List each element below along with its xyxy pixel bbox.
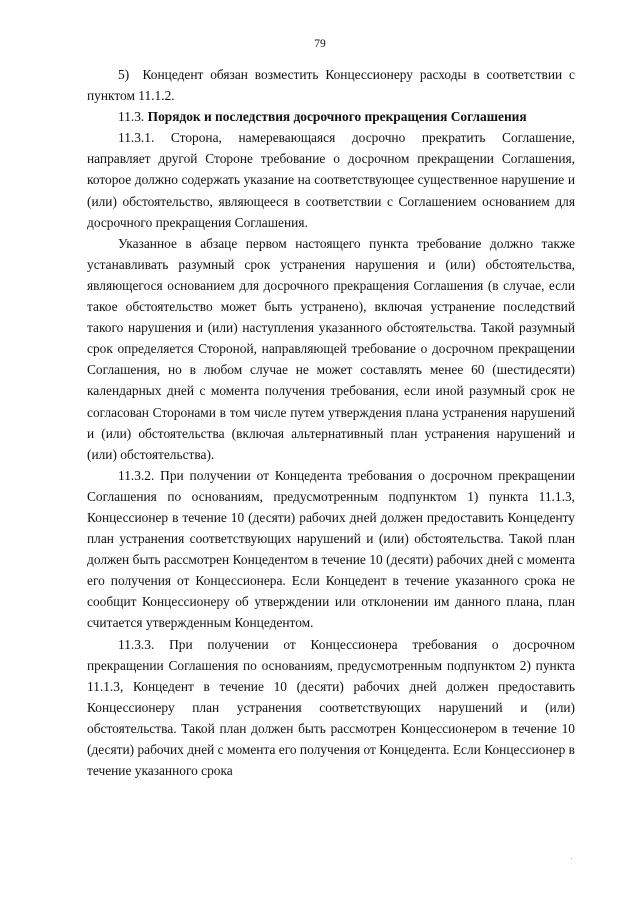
document-body <box>87 64 575 781</box>
paragraph-11-3-2: 11.3.2. При получении от Концедента требования о досрочном прекращении Соглашения по основаниям, предусмотренным подпунктом 1) пункта 11.1.3, Концессионер в течение 10 (десяти) рабочих дней должен предоставить Концеденту план устранения соответствующих нарушений и (или) обстоятельства. Такой план должен быть рассмотрен Концедентом в течение 10 (десяти) рабочих дней с момента его получения от Концессионера. Если Концедент в течение указанного срока не сообщит Концессионеру об утверждении или отклонении им данного плана, план считается утвержденным Концедентом. <box>87 467 575 631</box>
section-heading <box>87 106 575 127</box>
paragraph-11-3-1: 11.3.1. Сторона, намеревающаяся досрочно прекратить Соглашение, направляет другой Стороне требование о досрочном прекращении Соглашения, которое должно содержать указание на соответствующее существенное нарушение и (или) обстоятельство, являющееся в соответствии с Соглашением основанием для досрочного прекращения Соглашения. <box>87 130 575 230</box>
section-number: 11.3. <box>118 109 145 125</box>
paragraph-11-3-3: 11.3.3. При получении от Концессионера требования о досрочном прекращении Соглашения по основаниям, предусмотренным подпунктом 2) пункта 11.1.3, Концедент в течение 10 (десяти) рабочих дней должен предоставить Концессионеру план устранения соответствующих нарушений и (или) обстоятельства. Такой план должен быть рассмотрен Концессионером в течение 10 (десяти) рабочих дней с момента его получения от Концедента. Если Концессионер в течение указанного срока <box>87 636 575 779</box>
paragraph-item-5: 5) Концедент обязан возместить Концессионеру расходы в соответствии с пунктом 11.1.2. <box>87 67 575 104</box>
paragraph-requirement-term: Указанное в абзаце первом настоящего пункта требование должно также устанавливать разумный срок устранения нарушения и (или) обстоятельства, являющегося основанием для досрочного прекращения Соглашения (в случае, если такое обстоятельство может быть устранено), включая устранение последствий такого нарушения и (или) наступления указанного обстоятельства. Такой разумный срок определяется Стороной, направляющей требование о досрочном прекращении Соглашения, но в любом случае не может составлять менее 60 (шестидесяти) календарных дней с момента получения требования, если иной разумный срок не согласован Сторонами в том числе путем утверждения плана устранения нарушений и (или) обстоятельства (включая альтернативный план устранения нарушений и (или) обстоятельства). <box>87 235 575 462</box>
section-title: Порядок и последствия досрочного прекращения Соглашения <box>147 109 527 125</box>
scan-speck <box>571 858 572 859</box>
page-number: 79 <box>314 38 326 50</box>
